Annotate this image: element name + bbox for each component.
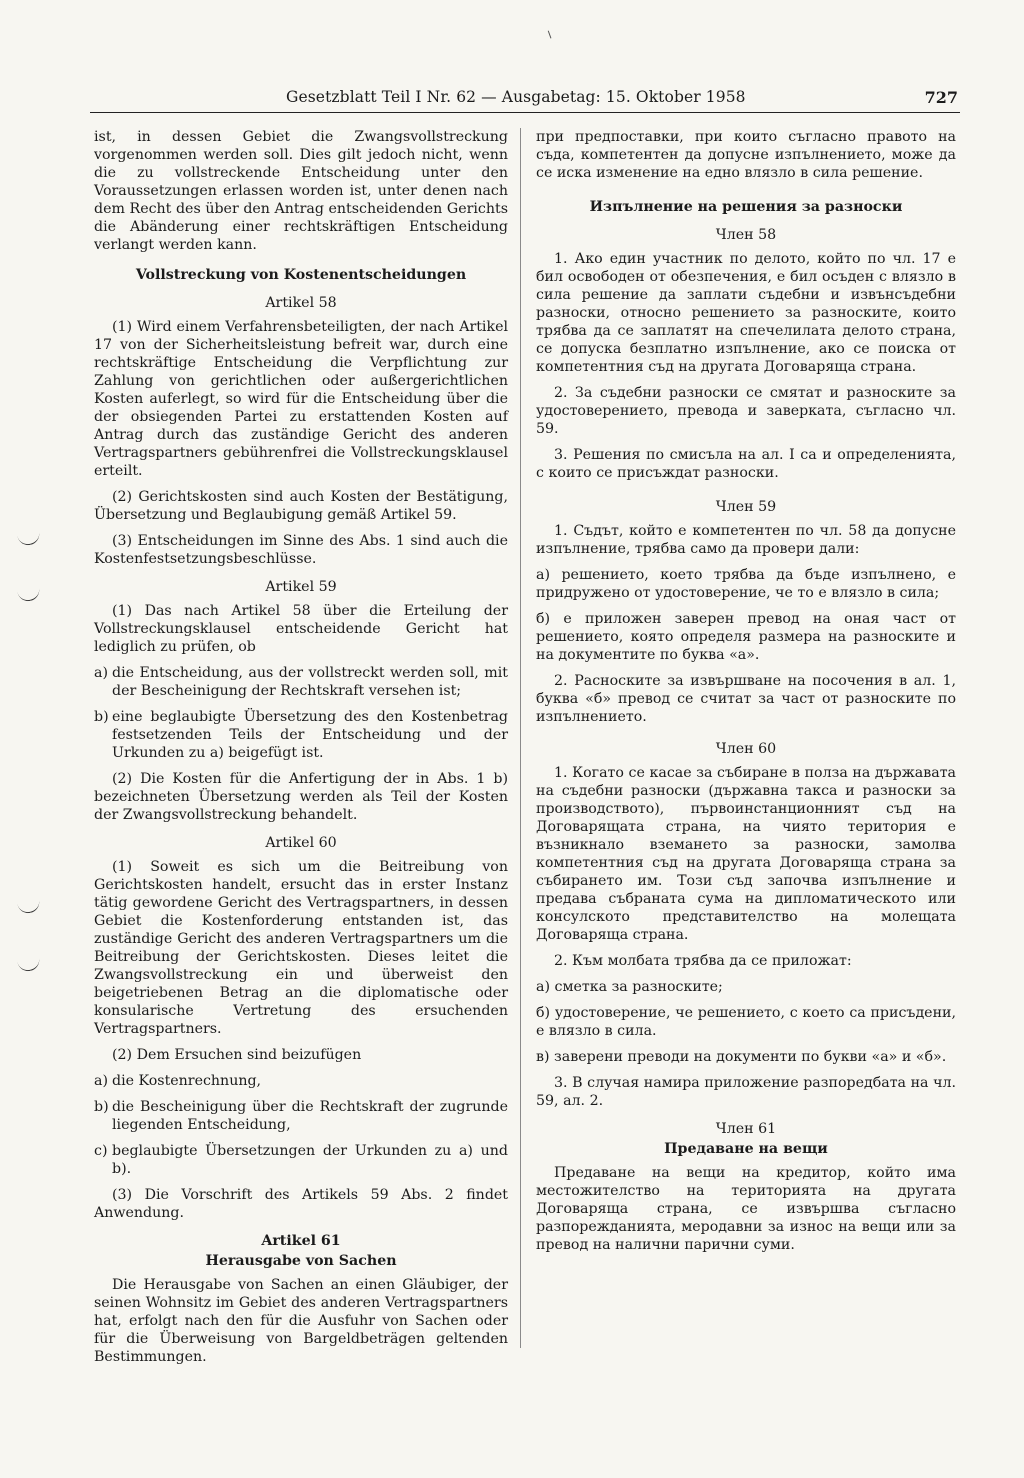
article-heading: Член 58 bbox=[715, 227, 777, 243]
list-text: eine beglaubigte Übersetzung des den Kostenbetrag festsetzenden Teils der Entscheidung und der Urkunden zu a) beigefügt ist. bbox=[112, 709, 508, 761]
paragraph: 3. Решения по смисъла на ал. I са и определенията, с които се присъждат разноски. bbox=[536, 447, 956, 481]
paragraph: 1. Съдът, който е компетентен по чл. 58 да допусне изпълнение, трябва само да провери дали: bbox=[536, 523, 956, 557]
list-item: а) решението, което трябва да бъде изпълнено, е придружено от удостоверение, че то е влязло в сила; bbox=[536, 567, 956, 601]
section-heading: Изпълнение на решения за разноски bbox=[589, 199, 903, 215]
list-item: а) сметка за разноските; bbox=[536, 979, 723, 995]
bulgarian-column bbox=[536, 128, 956, 1262]
margin-mark bbox=[17, 956, 41, 973]
paragraph: 2. Към молбата трябва да се приложат: bbox=[554, 953, 852, 969]
paragraph: 3. В случая намира приложение разпоредбата на чл. 59, ал. 2. bbox=[536, 1075, 956, 1109]
list-text: beglaubigte Übersetzungen der Urkunden zu a) und b). bbox=[112, 1143, 508, 1177]
margin-mark bbox=[17, 898, 41, 915]
paragraph: 2. За съдебни разноски се смятат и разноските за удостоверението, превода и заверката, съгласно чл. 59. bbox=[536, 385, 956, 437]
paragraph: (1) Das nach Artikel 58 über die Erteilung der Vollstreckungsklausel entscheidende Gericht hat lediglich zu prüfen, ob bbox=[94, 603, 508, 655]
scan-artifact-mark bbox=[548, 30, 554, 39]
article-heading: Artikel 58 bbox=[265, 295, 337, 311]
margin-mark bbox=[17, 586, 41, 603]
list-text: die Bescheinigung über die Rechtskraft der zugrunde liegenden Entscheidung, bbox=[112, 1099, 508, 1133]
paragraph: (2) Gerichtskosten sind auch Kosten der Bestätigung, Übersetzung und Beglaubigung gemäß Artikel 59. bbox=[94, 489, 508, 523]
list-item bbox=[94, 664, 508, 700]
list-item: б) е приложен заверен превод на оная част от решението, която определя размера на разноските и на документите по буква «а». bbox=[536, 611, 956, 663]
list-item bbox=[94, 1142, 508, 1178]
section-heading: Vollstreckung von Kostenentscheidungen bbox=[135, 267, 467, 283]
article-heading: Artikel 60 bbox=[265, 835, 337, 851]
paragraph: 2. Расноските за извършване на посочения в ал. 1, буква «б» превод се считат за част от разноските по изпълнението. bbox=[536, 673, 956, 725]
paragraph: Предаване на вещи на кредитор, който има местожителство на територията на другата Договаряща страна, се извършва съгласно разпорежданията, меродавни за износ на вещи или за превод на налични парични суми. bbox=[536, 1165, 956, 1253]
list-label: c) bbox=[94, 1143, 108, 1159]
margin-mark bbox=[17, 530, 41, 547]
german-column bbox=[94, 128, 508, 1374]
paragraph: 1. Ако един участник по делото, който по чл. 17 е бил освободен от обезпечения, е бил осъден с влязло в сила решение да заплати съдебни и извънсъдебни разноски, относно решението за разноските, които трябва да се заплатят на спечелилата делото страна, се допуска безплатно изпълнение, ако се поиска от компетентния съд на другата Договаряща страна. bbox=[536, 251, 956, 375]
page-number: 727 bbox=[924, 88, 958, 107]
article-heading: Член 61 bbox=[715, 1121, 777, 1137]
article-heading: Artikel 61 bbox=[261, 1233, 341, 1249]
header-title: Gesetzblatt Teil I Nr. 62 — Ausgabetag: 15. Oktober 1958 bbox=[286, 88, 746, 106]
article-heading: Член 59 bbox=[715, 499, 777, 515]
list-label: a) bbox=[94, 665, 108, 681]
page-header bbox=[90, 86, 960, 113]
list-label: b) bbox=[94, 1099, 109, 1115]
article-subtitle: Herausgabe von Sachen bbox=[205, 1253, 397, 1269]
paragraph: (3) Die Vorschrift des Artikels 59 Abs. 2 findet Anwendung. bbox=[94, 1187, 508, 1221]
paragraph: 1. Когато се касае за събиране в полза на държавата на съдебни разноски (държавна такса и разноски за производството), първоинстанционният съд на Договарящата страна, на чиято територия е възникнало вземането за разноски, замолва компетентния съд на другата Договаряща страна за събирането им. Този съд започва изпълнение и предава събраната сума на дипломатическото или консулското представителство на молещата Договаряща страна. bbox=[536, 765, 956, 943]
intro-paragraph: ist, in dessen Gebiet die Zwangsvollstreckung vorgenommen werden soll. Dies gilt jedoch nicht, wenn die zu vollstreckende Entscheidung unter den Voraussetzungen erlassen worden ist, unter denen nach dem Recht des über den Antrag entscheidenden Gerichts die Abänderung einer rechtskräftigen Entscheidung verlangt werden kann. bbox=[94, 129, 508, 253]
list-label: a) bbox=[94, 1073, 108, 1089]
paragraph: (1) Wird einem Verfahrensbeteiligten, der nach Artikel 17 von der Sicherheitsleistung befreit war, durch eine rechtskräftige Entscheidung die Verpflichtung zur Zahlung von gerichtlichen oder außergerichtlichen Kosten auferlegt, so wird für die Entscheidung über die der obsiegenden Partei zu erstattenden Kosten auf Antrag durch das zuständige Gericht des anderen Vertragspartners gebührenfrei die Vollstreckungsklausel erteilt. bbox=[94, 319, 508, 479]
list-item bbox=[94, 708, 508, 762]
paragraph: (3) Entscheidungen im Sinne des Abs. 1 sind auch die Kostenfestsetzungsbeschlüsse. bbox=[94, 533, 508, 567]
paragraph: (1) Soweit es sich um die Beitreibung von Gerichtskosten handelt, ersucht das in erster Instanz tätig gewordene Gericht des Vertragspartners, in dessen Gebiet die Kostenforderung entstanden ist, das zuständige Gericht des anderen Vertragspartners um die Beitreibung der Gerichtskosten. Dieses leitet die Zwangsvollstreckung ein und überweist den beigetriebenen Betrag an die diplomatische oder konsularische Vertretung des ersuchenden Vertragspartners. bbox=[94, 859, 508, 1037]
list-text: die Kostenrechnung, bbox=[112, 1073, 262, 1089]
list-label: b) bbox=[94, 709, 109, 725]
paragraph: (2) Dem Ersuchen sind beizufügen bbox=[112, 1047, 362, 1063]
list-item bbox=[94, 1098, 508, 1134]
paragraph: (2) Die Kosten für die Anfertigung der in Abs. 1 b) bezeichneten Übersetzung werden als Teil der Kosten der Zwangsvollstreckung behandelt. bbox=[94, 771, 508, 823]
column-divider bbox=[520, 128, 521, 1348]
list-item bbox=[94, 1072, 508, 1090]
article-heading: Artikel 59 bbox=[265, 579, 337, 595]
article-heading: Член 60 bbox=[715, 741, 777, 757]
article-subtitle: Предаване на вещи bbox=[664, 1141, 828, 1157]
list-item: в) заверени преводи на документи по букви «а» и «б». bbox=[536, 1049, 947, 1065]
list-text: die Entscheidung, aus der vollstreckt werden soll, mit der Bescheinigung der Rechtskraft versehen ist; bbox=[112, 665, 508, 699]
list-item: б) удостоверение, че решението, с което са присъдени, е влязло в сила. bbox=[536, 1005, 956, 1039]
intro-paragraph: при предпоставки, при които съгласно правото на съда, компетентен да допусне изпълнението, може да се иска изменение на едно влязло в сила решение. bbox=[536, 129, 956, 181]
paragraph: Die Herausgabe von Sachen an einen Gläubiger, der seinen Wohnsitz im Gebiet des anderen Vertragspartners hat, erfolgt nach den für die Ausfuhr von Sachen oder für die Überweisung von Bargeldbeträgen geltenden Bestimmungen. bbox=[94, 1277, 508, 1365]
